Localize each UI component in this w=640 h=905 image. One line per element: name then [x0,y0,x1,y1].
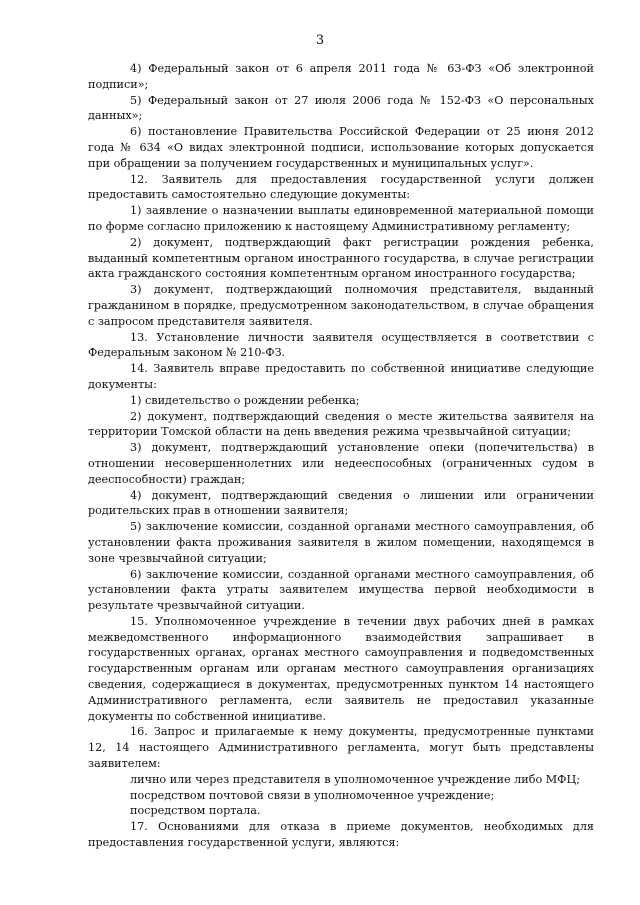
paragraph-12-item-2: 2) документ, подтверждающий факт регистрации рождения ребенка, выданный компетентным органом иностранного государства, в случае регистрации акта гражданского состояния компетентным органом иностранного государства; [88,235,594,281]
paragraph-resolution-634: 6) постановление Правительства Российской Федерации от 25 июня 2012 года № 634 «О видах электронной подписи, использование которых допускается при обращении за получением государственных и муниципальных услуг». [88,125,594,170]
paragraph-14-item-5: 5) заключение комиссии, созданной органами местного самоуправления, об установлении факта проживания заявителя в жилом помещении, находящемся в зоне чрезвычайной ситуации; [88,520,594,565]
paragraph-14-item-4: 4) документ, подтверждающий сведения о лишении или ограничении родительских прав в отношении заявителя; [88,488,594,518]
paragraph-law-63fz: 4) Федеральный закон от 6 апреля 2011 года № 63-ФЗ «Об электронной подписи»; [88,62,594,91]
paragraph-14-item-1: 1) свидетельство о рождении ребенка; [130,393,360,407]
page-number: 3 [315,33,325,48]
paragraph-12: 12. Заявитель для предоставления государственной услуги должен предоставить самостоятельно следующие документы: [88,172,594,202]
paragraph-12-item-1: 1) заявление о назначении выплаты единовременной материальной помощи по форме согласно приложению к настоящему Административному регламенту; [88,204,594,233]
paragraph-14-item-2: 2) документ, подтверждающий сведения о месте жительства заявителя на территории Томской области на день введения режима чрезвычайной ситуации; [88,409,594,439]
paragraph-14: 14. Заявитель вправе предоставить по собственной инициативе следующие документы: [88,362,594,391]
paragraph-16-option-post: посредством почтовой связи в уполномоченное учреждение; [130,788,495,802]
paragraph-14-item-6: 6) заключение комиссии, созданной органами местного самоуправления, об установлении факта утраты заявителем имущества первой необходимости в результате чрезвычайной ситуации. [88,567,594,613]
paragraph-16-option-portal: посредством портала. [130,804,261,818]
paragraph-14-item-3: 3) документ, подтверждающий установление опеки (попечительства) в отношении несовершеннолетних или недееспособных (ограниченных судом в дееспособности) граждан; [88,441,594,486]
paragraph-12-item-3: 3) документ, подтверждающий полномочия представителя, выданный гражданином в порядке, предусмотренном законодательством, в случае обращения с запросом представителя заявителя. [88,283,594,328]
paragraph-16: 16. Запрос и прилагаемые к нему документы, предусмотренные пунктами 12, 14 настоящего Административного регламента, могут быть представлены заявителем: [88,725,594,771]
document-body [88,61,594,851]
paragraph-law-152fz: 5) Федеральный закон от 27 июля 2006 года № 152-ФЗ «О персональных данных»; [88,93,594,123]
paragraph-15: 15. Уполномоченное учреждение в течении двух рабочих дней в рамках межведомственного информационного взаимодействия запрашивает в государственных органах, органах местного самоуправления и подведомственных государственным органам или органам местного самоуправления организациях сведения, содержащиеся в документах, предусмотренных пунктом 14 настоящего Административного регламента, если заявитель не предоставил указанные документы по собственной инициативе. [88,614,594,723]
paragraph-17: 17. Основаниями для отказа в приеме документов, необходимых для предоставления государственной услуги, являются: [88,820,594,850]
paragraph-13: 13. Установление личности заявителя осуществляется в соответствии с Федеральным законом № 210-ФЗ. [88,330,594,360]
paragraph-16-option-in-person: лично или через представителя в уполномоченное учреждение либо МФЦ; [130,772,580,786]
